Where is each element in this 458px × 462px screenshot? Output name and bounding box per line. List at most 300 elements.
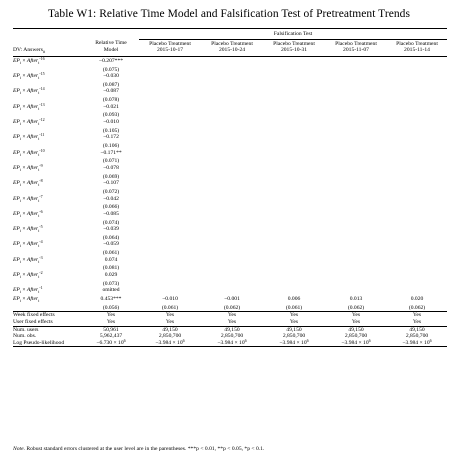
row-term-label: $EP_i$ × After$_t^{-7}$ (13, 193, 43, 203)
empty-cell (201, 97, 263, 104)
empty-cell (139, 272, 201, 281)
empty-cell (387, 97, 447, 104)
empty-cell (325, 119, 387, 128)
coef-cell: 0.020 (410, 296, 424, 303)
value-cell: $-6.730 \times 10^6$ (83, 340, 139, 347)
se-cell: (0.061) (285, 304, 303, 311)
col-header-date-2: 2015-10-24 (218, 47, 246, 54)
empty-cell (201, 158, 263, 165)
se-cell: (0.069) (102, 173, 120, 180)
empty-cell (201, 180, 263, 189)
empty-cell (201, 211, 263, 220)
empty-cell (201, 204, 263, 211)
value-cell: 2,850,700 (158, 333, 182, 340)
row-label: Log Pseudo-likelihood (13, 340, 83, 347)
table-row-se (13, 189, 447, 196)
coef-cell: −0.087 (103, 88, 119, 95)
empty-cell (139, 58, 201, 67)
empty-cell (263, 287, 325, 296)
empty-cell (139, 189, 201, 196)
empty-cell (139, 250, 201, 257)
coef-cell: −0.172 (103, 134, 119, 141)
header-row-falsification (13, 29, 447, 40)
empty-cell (139, 281, 201, 288)
empty-cell (387, 119, 447, 128)
empty-cell (139, 180, 201, 189)
empty-cell (13, 189, 83, 196)
value-cell: 49,150 (139, 326, 201, 333)
empty-cell (263, 58, 325, 67)
coef-cell: −0.171** (100, 149, 122, 156)
row-term-label: $EP_i$ × After$_t^{-16}$ (13, 55, 45, 65)
table-row-se (13, 97, 447, 104)
table-row-se (13, 128, 447, 135)
empty-cell (387, 196, 447, 205)
empty-cell (325, 158, 387, 165)
empty-cell (13, 305, 83, 312)
empty-cell (201, 189, 263, 196)
empty-cell (201, 265, 263, 272)
col-header-placebo-5: Placebo Treatment (396, 40, 438, 47)
empty-cell (263, 67, 325, 74)
empty-cell (263, 73, 325, 82)
empty-cell (139, 220, 201, 227)
empty-cell (325, 281, 387, 288)
value-cell: $-3.984 \times 10^6$ (387, 340, 447, 347)
empty-cell (263, 150, 325, 159)
empty-cell (387, 82, 447, 89)
empty-cell (387, 180, 447, 189)
empty-cell (387, 67, 447, 74)
table-row-stats (13, 333, 447, 340)
se-cell: (0.061) (102, 250, 120, 257)
col-header-placebo-1: Placebo Treatment (149, 40, 191, 47)
empty-cell (325, 73, 387, 82)
empty-cell (201, 220, 263, 227)
dv-label: DV: Answers$_{it}$ (13, 47, 46, 55)
coef-cell: 0.029 (104, 272, 118, 279)
empty-cell (263, 180, 325, 189)
empty-cell (201, 174, 263, 181)
se-cell: (0.081) (102, 265, 120, 272)
empty-cell (201, 241, 263, 250)
empty-cell (139, 158, 201, 165)
table-row (13, 150, 447, 159)
empty-cell (263, 220, 325, 227)
table-row-se (13, 305, 447, 312)
empty-cell (201, 235, 263, 242)
table-row (13, 119, 447, 128)
coef-cell: −0.107 (103, 180, 119, 187)
empty-cell (263, 128, 325, 135)
empty-cell (325, 235, 387, 242)
empty-cell (325, 174, 387, 181)
value-cell: 49,150 (387, 326, 447, 333)
empty-cell (201, 287, 263, 296)
empty-cell (325, 257, 387, 266)
coef-cell: −0.042 (103, 195, 119, 202)
empty-cell (263, 119, 325, 128)
value-cell: 49,150 (201, 326, 263, 333)
empty-cell (139, 67, 201, 74)
table-row (13, 287, 447, 296)
value-cell: Yes (201, 312, 263, 319)
value-cell: 49,150 (325, 326, 387, 333)
se-cell: (0.062) (223, 304, 241, 311)
header-row-1 (13, 39, 447, 47)
se-cell: (0.093) (102, 112, 120, 119)
value-cell: Yes (139, 312, 201, 319)
value-cell: Yes (351, 318, 361, 325)
empty-cell (139, 97, 201, 104)
value-cell: 2,850,700 (344, 333, 368, 340)
empty-cell (387, 204, 447, 211)
empty-cell (201, 134, 263, 143)
se-cell: (0.073) (102, 280, 120, 287)
empty-cell (201, 272, 263, 281)
value-cell: $-3.984 \times 10^6$ (325, 340, 387, 347)
empty-cell (325, 134, 387, 143)
empty-cell (139, 134, 201, 143)
empty-cell (13, 143, 83, 150)
se-cell: (0.106) (102, 143, 120, 150)
empty-cell (387, 250, 447, 257)
se-cell: (0.064) (102, 234, 120, 241)
empty-cell (139, 128, 201, 135)
empty-cell (325, 226, 387, 235)
table-row-se (13, 204, 447, 211)
table-row (13, 196, 447, 205)
row-label: Num. users (13, 326, 83, 333)
regression-table (13, 28, 447, 347)
row-term-label: $EP_i$ × After$_t^{-3}$ (13, 254, 43, 264)
value-cell: Yes (106, 318, 116, 325)
empty-cell (387, 241, 447, 250)
se-cell: (0.061) (161, 304, 179, 311)
row-term-label: $EP_i$ × After$_t^{-5}$ (13, 224, 43, 234)
empty-cell (387, 134, 447, 143)
empty-cell (201, 112, 263, 119)
empty-cell (201, 150, 263, 159)
empty-cell (325, 104, 387, 113)
empty-cell (387, 104, 447, 113)
coef-cell: omitted (102, 287, 120, 294)
table-row-se (13, 112, 447, 119)
empty-cell (387, 220, 447, 227)
empty-cell (201, 88, 263, 97)
table-row-fixed-effects (13, 312, 447, 319)
empty-cell (263, 226, 325, 235)
coef-cell: −0.001 (224, 296, 240, 303)
row-term-label: $EP_i$ × After$_t^{-8}$ (13, 178, 43, 188)
empty-cell (139, 73, 201, 82)
empty-cell (387, 226, 447, 235)
empty-cell (201, 73, 263, 82)
table-row-se (13, 158, 447, 165)
empty-cell (325, 265, 387, 272)
table-row-se (13, 220, 447, 227)
col-header-model: Model (103, 47, 119, 54)
row-term-label: $EP_i$ × After$_t$ (13, 296, 40, 304)
empty-cell (325, 211, 387, 220)
table-row (13, 211, 447, 220)
coef-cell: −0.207*** (98, 57, 124, 64)
empty-cell (139, 204, 201, 211)
empty-cell (387, 211, 447, 220)
empty-cell (387, 165, 447, 174)
empty-cell (201, 67, 263, 74)
row-term-label: $EP_i$ × After$_t^{-13}$ (13, 101, 45, 111)
empty-cell (325, 128, 387, 135)
empty-cell (263, 257, 325, 266)
empty-cell (263, 174, 325, 181)
empty-cell (201, 119, 263, 128)
value-cell: Yes (325, 312, 387, 319)
value-cell: Yes (412, 318, 422, 325)
value-cell: Yes (165, 318, 175, 325)
empty-cell (139, 257, 201, 266)
value-cell: 2,850,700 (220, 333, 244, 340)
col-header-relative-time: Relative Time (95, 40, 127, 47)
col-header-date-5: 2015-11-14 (404, 47, 430, 54)
table-title: Table W1: Relative Time Model and Falsification Test of Pretreatment Trends (47, 8, 410, 20)
empty-cell (13, 204, 83, 211)
coef-cell: 0.074 (104, 256, 118, 263)
value-cell: 50,961 (83, 326, 139, 333)
table-row-se (13, 174, 447, 181)
value-cell: Yes (83, 312, 139, 319)
empty-cell (387, 257, 447, 266)
empty-cell (139, 241, 201, 250)
empty-cell (263, 204, 325, 211)
empty-cell (387, 73, 447, 82)
coef-cell: −0.039 (103, 226, 119, 233)
empty-cell (139, 104, 201, 113)
empty-cell (387, 235, 447, 242)
coef-cell: −0.010 (162, 296, 178, 303)
value-cell: Yes (227, 318, 237, 325)
value-cell: $-3.984 \times 10^6$ (201, 340, 263, 347)
empty-cell (263, 104, 325, 113)
table-row-se (13, 235, 447, 242)
coef-cell: 0.006 (287, 296, 301, 303)
se-cell: (0.075) (102, 66, 120, 73)
empty-cell (387, 128, 447, 135)
table-row (13, 272, 447, 281)
table-row (13, 241, 447, 250)
empty-cell (139, 88, 201, 97)
empty-cell (139, 143, 201, 150)
empty-cell (263, 281, 325, 288)
empty-cell (325, 165, 387, 174)
empty-cell (325, 97, 387, 104)
table-row (13, 180, 447, 189)
empty-cell (387, 272, 447, 281)
empty-cell (201, 128, 263, 135)
empty-cell (139, 150, 201, 159)
falsification-header: Falsification Test (139, 29, 447, 40)
empty-cell (263, 189, 325, 196)
empty-cell (387, 281, 447, 288)
empty-cell (387, 158, 447, 165)
coef-cell: 0.013 (349, 296, 363, 303)
table-row (13, 73, 447, 82)
empty-cell (387, 287, 447, 296)
empty-cell (263, 158, 325, 165)
empty-cell (325, 204, 387, 211)
empty-cell (387, 143, 447, 150)
table-row-se (13, 281, 447, 288)
empty-cell (325, 88, 387, 97)
empty-cell (263, 134, 325, 143)
header-row-2 (13, 47, 447, 56)
empty-cell (387, 150, 447, 159)
empty-cell (139, 112, 201, 119)
se-cell: (0.087) (102, 81, 120, 88)
row-label: Num. obs. (13, 333, 37, 340)
table-row-se (13, 250, 447, 257)
empty-cell (263, 265, 325, 272)
value-cell: 2,850,700 (282, 333, 306, 340)
empty-cell (325, 250, 387, 257)
table-row-fixed-effects (13, 319, 447, 326)
empty-cell (325, 196, 387, 205)
empty-cell (201, 250, 263, 257)
empty-cell (201, 281, 263, 288)
col-header-placebo-4: Placebo Treatment (335, 40, 377, 47)
empty-cell (201, 82, 263, 89)
row-term-label: $EP_i$ × After$_t^{-1}$ (13, 285, 43, 295)
coef-cell: −0.085 (103, 210, 119, 217)
table-row (13, 226, 447, 235)
value-cell: Yes (289, 318, 299, 325)
se-cell: (0.056) (102, 304, 120, 311)
coef-cell: −0.078 (103, 164, 119, 171)
empty-cell (263, 250, 325, 257)
empty-cell (387, 112, 447, 119)
value-cell: $-3.984 \times 10^6$ (139, 340, 201, 347)
value-cell: 5,962,437 (99, 333, 123, 340)
empty-cell (325, 143, 387, 150)
value-cell: 49,150 (263, 326, 325, 333)
value-cell: Yes (263, 312, 325, 319)
table-note: Note. Robust standard errors clustered at the user level are in the parentheses. ***p < 0.01, **p < 0.05, *p < 0.1. (13, 446, 265, 452)
empty-cell (263, 211, 325, 220)
empty-cell (325, 150, 387, 159)
coef-cell: −0.059 (103, 241, 119, 248)
col-header-date-1: 2015-10-17 (156, 47, 184, 54)
empty-cell (263, 88, 325, 97)
coef-cell: 0.453*** (100, 296, 122, 303)
value-cell: 2,850,700 (405, 333, 429, 340)
se-cell: (0.062) (347, 304, 365, 311)
coef-cell: −0.030 (103, 73, 119, 80)
table-row (13, 134, 447, 143)
table-row-se (13, 82, 447, 89)
table-row-se (13, 265, 447, 272)
row-term-label: $EP_i$ × After$_t^{-9}$ (13, 162, 43, 173)
empty-cell (325, 241, 387, 250)
empty-cell (139, 165, 201, 174)
empty-cell (263, 97, 325, 104)
empty-cell (139, 174, 201, 181)
empty-cell (263, 112, 325, 119)
col-header-date-4: 2015-11-07 (343, 47, 369, 54)
se-cell: (0.062) (408, 304, 426, 311)
empty-cell (263, 272, 325, 281)
col-header-placebo-2: Placebo Treatment (211, 40, 253, 47)
empty-cell (387, 265, 447, 272)
row-label: User fixed effects (13, 318, 53, 325)
empty-cell (387, 174, 447, 181)
col-header-date-3: 2015-10-31 (280, 47, 308, 54)
empty-cell (325, 272, 387, 281)
empty-cell (263, 143, 325, 150)
table-row-se (13, 143, 447, 150)
empty-cell (139, 211, 201, 220)
row-term-label: $EP_i$ × After$_t^{-12}$ (13, 117, 45, 127)
empty-cell (201, 104, 263, 113)
table-row-stats (13, 326, 447, 333)
empty-cell (201, 257, 263, 266)
empty-cell (325, 180, 387, 189)
table-row-se (13, 67, 447, 74)
se-cell: (0.078) (102, 97, 120, 104)
empty-cell (387, 189, 447, 196)
table-row (13, 165, 447, 174)
row-term-label: $EP_i$ × After$_t^{-6}$ (13, 208, 43, 218)
row-term-label: $EP_i$ × After$_t^{-4}$ (13, 239, 43, 249)
empty-cell (139, 82, 201, 89)
value-cell: Yes (387, 312, 447, 319)
empty-cell (201, 143, 263, 150)
empty-cell (13, 250, 83, 257)
empty-cell (139, 265, 201, 272)
row-term-label: $EP_i$ × After$_t^{-15}$ (13, 71, 45, 81)
table-row-main (13, 296, 447, 305)
table-row (13, 58, 447, 67)
empty-cell (263, 82, 325, 89)
empty-cell (139, 235, 201, 242)
empty-cell (201, 196, 263, 205)
row-term-label: $EP_i$ × After$_t^{-2}$ (13, 270, 43, 280)
table-row (13, 88, 447, 97)
empty-cell (325, 112, 387, 119)
empty-cell (325, 220, 387, 227)
se-cell: (0.072) (102, 188, 120, 195)
empty-cell (325, 189, 387, 196)
empty-cell (263, 235, 325, 242)
empty-cell (263, 165, 325, 174)
se-cell: (0.074) (102, 219, 120, 226)
coef-cell: −0.010 (103, 119, 119, 126)
se-cell: (0.066) (102, 204, 120, 211)
se-cell: (0.071) (102, 158, 120, 165)
empty-cell (325, 58, 387, 67)
row-label: Week fixed effects (13, 312, 83, 319)
empty-cell (263, 241, 325, 250)
empty-cell (201, 58, 263, 67)
row-term-label: $EP_i$ × After$_t^{-10}$ (13, 147, 45, 157)
empty-cell (201, 226, 263, 235)
table-row (13, 257, 447, 266)
empty-cell (387, 88, 447, 97)
empty-cell (263, 196, 325, 205)
table-row (13, 104, 447, 113)
value-cell: $-3.984 \times 10^6$ (263, 340, 325, 347)
row-term-label: $EP_i$ × After$_t^{-14}$ (13, 86, 45, 96)
col-header-placebo-3: Placebo Treatment (273, 40, 315, 47)
